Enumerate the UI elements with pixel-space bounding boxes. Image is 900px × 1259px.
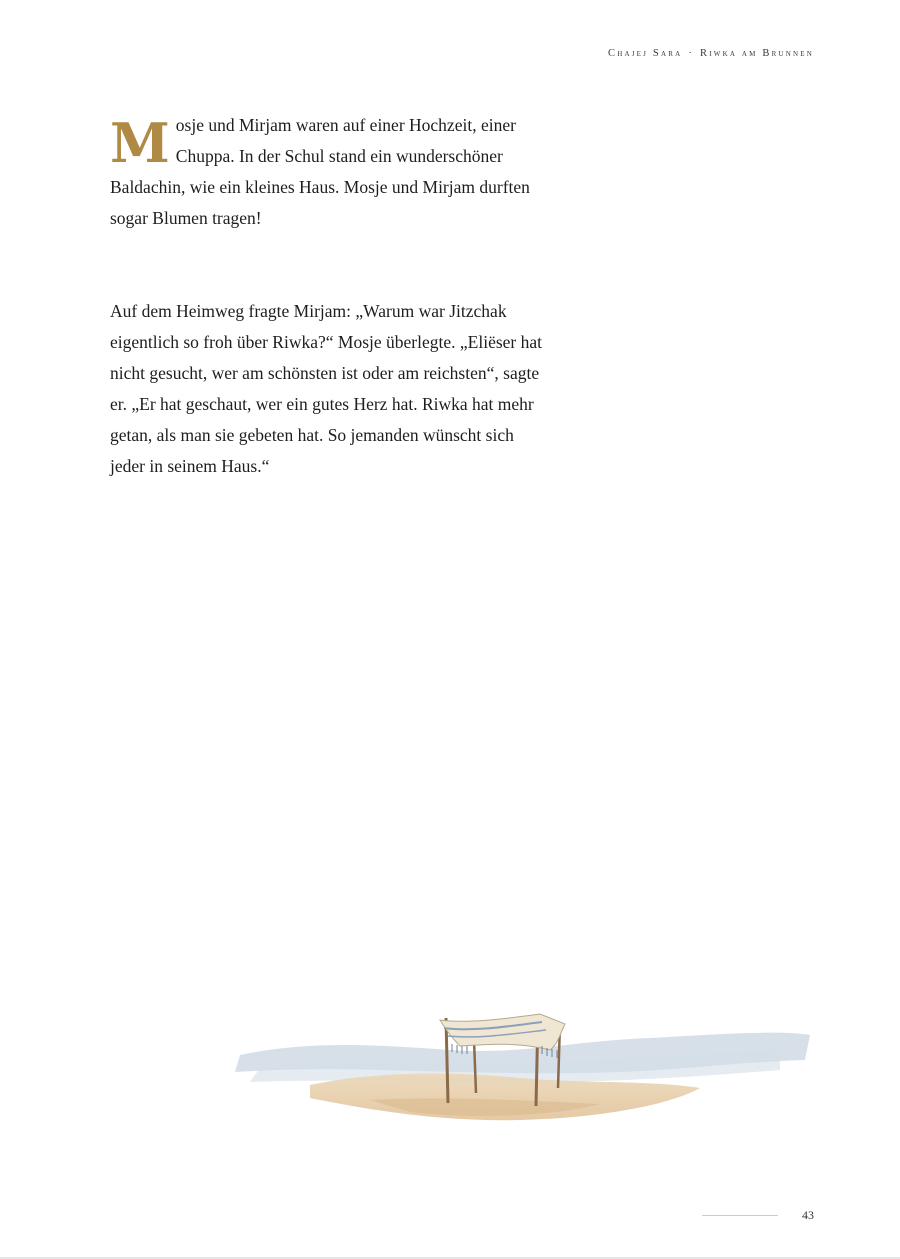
paragraph-text: osje und Mirjam waren auf einer Hochzeit, einer Chuppa. In der Schul stand ein wunderschöner Baldachin, wie ein kleines Haus. Mosje und Mirjam durften sogar Blumen tragen!	[110, 115, 530, 228]
paragraph-wedding	[110, 110, 550, 234]
canopy-cloth	[440, 1014, 565, 1050]
paragraph-way-home	[110, 296, 550, 482]
chuppa-canopy-illustration	[220, 1000, 820, 1135]
header-separator: ·	[688, 48, 695, 59]
paragraph-text: Auf dem Heimweg fragte Mirjam: „Warum war Jitzchak eigentlich so froh über Riwka?“ Mosje überlegte. „Eliëser hat nicht gesucht, wer am schönsten ist oder am reichsten“, sagte er. „Er hat geschaut, wer ein gutes Herz hat. Riwka hat mehr getan, als man sie gebeten hat. So jemanden wünscht sich jeder in seinem Haus.“	[110, 301, 542, 476]
footer-rule	[702, 1215, 778, 1216]
header-section: Riwka am Brunnen	[700, 48, 814, 59]
header-chapter: Chajej Sara	[608, 48, 683, 59]
page-number: 43	[802, 1208, 814, 1222]
drop-cap: M	[110, 111, 170, 175]
running-header	[608, 48, 814, 59]
